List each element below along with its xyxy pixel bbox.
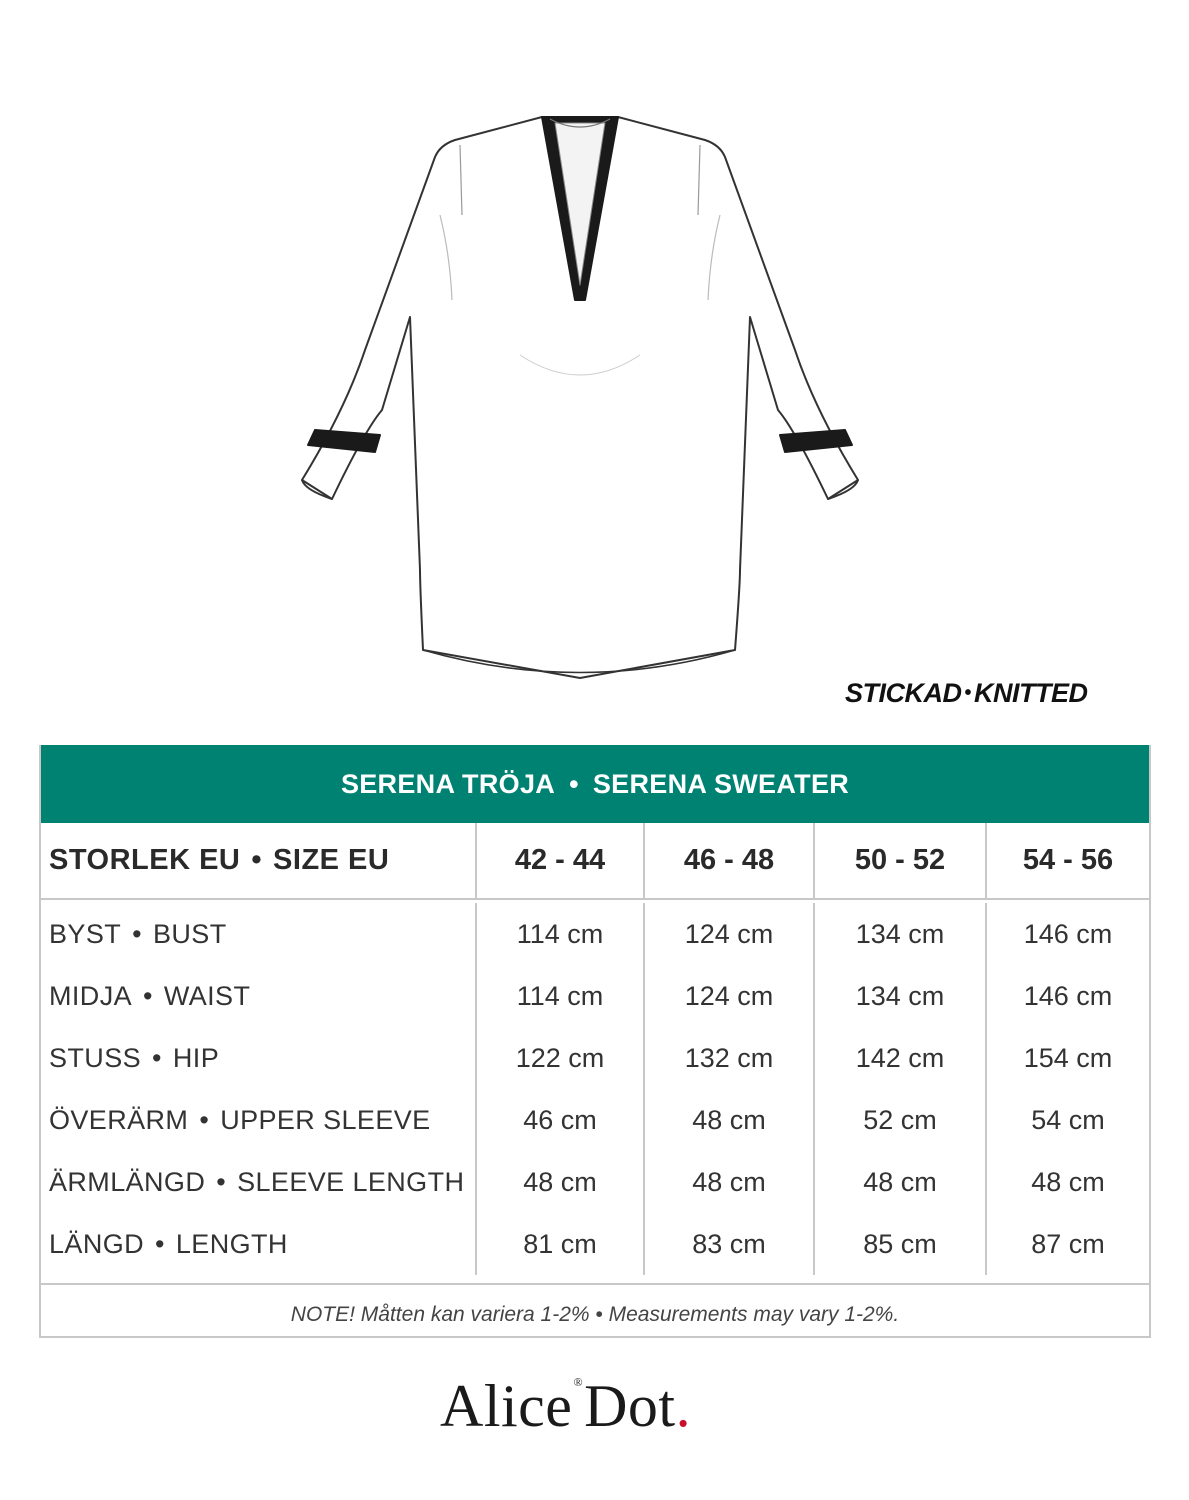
header-size: 50 - 52 bbox=[813, 823, 985, 898]
measurement-label-swedish: MIDJA bbox=[49, 980, 132, 1011]
measurement-value: 85 cm bbox=[813, 1213, 985, 1275]
table-title-english: SERENA SWEATER bbox=[592, 768, 850, 799]
measurement-value: 48 cm bbox=[643, 1089, 813, 1151]
table-header-row bbox=[41, 823, 1149, 900]
measurement-label-english: SLEEVE LENGTH bbox=[237, 1166, 465, 1197]
separator-dot: • bbox=[155, 1228, 165, 1259]
measurement-label-swedish: BYST bbox=[49, 918, 122, 949]
table-row bbox=[41, 965, 1149, 1027]
measurement-value: 48 cm bbox=[985, 1151, 1149, 1213]
measurement-value: 114 cm bbox=[475, 965, 643, 1027]
measurement-label bbox=[41, 1027, 475, 1089]
measurement-label-swedish: ÄRMLÄNGD bbox=[49, 1166, 206, 1197]
measurement-label-english: WAIST bbox=[163, 980, 251, 1011]
measurement-value: 48 cm bbox=[475, 1151, 643, 1213]
brand-logo bbox=[440, 1372, 760, 1452]
table-row bbox=[41, 1151, 1149, 1213]
measurement-value: 132 cm bbox=[643, 1027, 813, 1089]
fabric-type-english: KNITTED bbox=[974, 678, 1088, 708]
measurement-label bbox=[41, 965, 475, 1027]
measurement-value: 81 cm bbox=[475, 1213, 643, 1275]
header-size-label bbox=[41, 823, 475, 898]
measurement-value: 154 cm bbox=[985, 1027, 1149, 1089]
measurement-value: 48 cm bbox=[643, 1151, 813, 1213]
registered-mark: ® bbox=[573, 1375, 584, 1389]
table-body bbox=[41, 900, 1149, 1285]
fabric-type-swedish: STICKAD bbox=[845, 678, 962, 708]
measurement-label-english: BUST bbox=[152, 918, 227, 949]
size-chart-table bbox=[39, 745, 1151, 1338]
measurement-label-swedish: LÄNGD bbox=[49, 1228, 145, 1259]
measurement-label bbox=[41, 1089, 475, 1151]
measurement-value: 134 cm bbox=[813, 965, 985, 1027]
measurement-value: 48 cm bbox=[813, 1151, 985, 1213]
separator-dot: • bbox=[152, 1042, 162, 1073]
measurement-value: 83 cm bbox=[643, 1213, 813, 1275]
table-row bbox=[41, 1027, 1149, 1089]
table-title-separator: • bbox=[569, 768, 579, 799]
fabric-type-label bbox=[845, 678, 1145, 714]
separator-dot: • bbox=[143, 980, 153, 1011]
measurement-label bbox=[41, 1213, 475, 1275]
table-row bbox=[41, 1089, 1149, 1151]
measurement-value: 54 cm bbox=[985, 1089, 1149, 1151]
measurement-value: 52 cm bbox=[813, 1089, 985, 1151]
table-row bbox=[41, 903, 1149, 965]
measurement-value: 46 cm bbox=[475, 1089, 643, 1151]
measurement-label-english: LENGTH bbox=[175, 1228, 288, 1259]
measurement-value: 142 cm bbox=[813, 1027, 985, 1089]
measurement-label-english: HIP bbox=[172, 1042, 220, 1073]
table-title-swedish: SERENA TRÖJA bbox=[340, 768, 556, 799]
fabric-type-separator: • bbox=[964, 682, 972, 704]
measurement-note: NOTE! Måtten kan variera 1-2% • Measurements may vary 1-2%. bbox=[290, 1303, 900, 1326]
measurement-value: 146 cm bbox=[985, 903, 1149, 965]
measurement-label-swedish: ÖVERÄRM bbox=[49, 1104, 189, 1135]
separator-dot: • bbox=[132, 918, 142, 949]
measurement-value: 114 cm bbox=[475, 903, 643, 965]
measurement-value: 134 cm bbox=[813, 903, 985, 965]
header-size-label-english: SIZE EU bbox=[273, 844, 390, 876]
separator-dot: • bbox=[216, 1166, 227, 1197]
brand-logo-dot: . bbox=[675, 1373, 692, 1439]
measurement-label-swedish: STUSS bbox=[49, 1042, 142, 1073]
measurement-value: 146 cm bbox=[985, 965, 1149, 1027]
measurement-value: 124 cm bbox=[643, 965, 813, 1027]
header-size: 42 - 44 bbox=[475, 823, 643, 898]
header-size: 46 - 48 bbox=[643, 823, 813, 898]
measurement-label-english: UPPER SLEEVE bbox=[220, 1104, 431, 1135]
measurement-value: 122 cm bbox=[475, 1027, 643, 1089]
measurement-value: 124 cm bbox=[643, 903, 813, 965]
table-row bbox=[41, 1213, 1149, 1275]
brand-logo-second: Dot bbox=[584, 1373, 676, 1439]
table-title bbox=[41, 745, 1149, 823]
separator-dot: • bbox=[199, 1104, 210, 1135]
brand-logo-first: Alice bbox=[440, 1373, 573, 1439]
measurement-label bbox=[41, 1151, 475, 1213]
header-size: 54 - 56 bbox=[985, 823, 1149, 898]
sweater-illustration bbox=[280, 95, 880, 715]
measurement-label bbox=[41, 903, 475, 965]
header-size-label-swedish: STORLEK EU bbox=[49, 844, 241, 876]
separator-dot: • bbox=[251, 844, 263, 876]
measurement-value: 87 cm bbox=[985, 1213, 1149, 1275]
